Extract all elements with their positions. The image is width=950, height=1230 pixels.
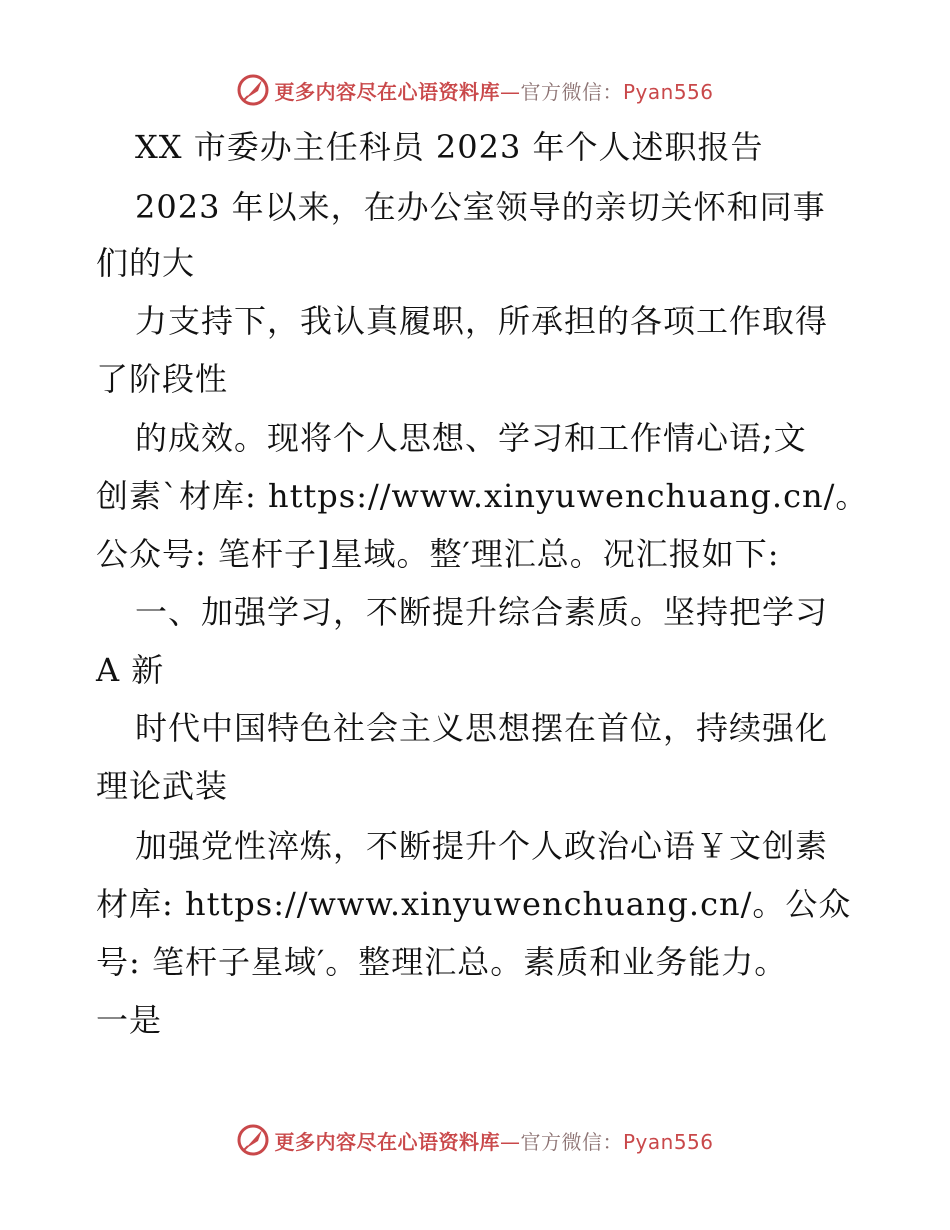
text-line: A 新 — [96, 651, 165, 689]
watermark-main: 更多内容尽在心语资料库 — [274, 1129, 500, 1154]
watermark-text — [274, 1126, 713, 1155]
watermark-dash: — — [499, 1129, 521, 1154]
text-line: 公众号: 笔杆子]星域。整′理汇总。况汇报如下: — [96, 535, 780, 573]
text-line: 了阶段性 — [96, 360, 229, 398]
text-line: 2023 年以来，在办公室领导的亲切关怀和同事 — [135, 188, 826, 226]
watermark-id: Pyan556 — [622, 79, 714, 104]
feather-pen-logo-icon — [236, 1123, 270, 1157]
watermark-main: 更多内容尽在心语资料库 — [274, 79, 500, 104]
watermark-label: 官方微信： — [520, 1129, 623, 1154]
watermark-dash: — — [499, 79, 521, 104]
text-line: 材库: https://www.xinyuwenchuang.cn/。公众 — [96, 885, 852, 923]
text-line: 力支持下，我认真履职，所承担的各项工作取得 — [135, 302, 829, 340]
text-line: 加强党性淬炼，不断提升个人政治心语￥文创素 — [135, 827, 829, 865]
text-line: 们的大 — [96, 244, 196, 282]
text-line: 号: 笔杆子星域′。整理汇总。素质和业务能力。 — [96, 943, 788, 981]
text-line: 的成效。现将个人思想、学习和工作情心语;文 — [135, 419, 807, 457]
text-line: 理论武装 — [96, 767, 229, 805]
text-line: 一是 — [96, 1001, 163, 1039]
footer-watermark — [0, 1120, 950, 1160]
text-line: 时代中国特色社会主义思想摆在首位，持续强化 — [135, 709, 829, 747]
watermark-label: 官方微信： — [520, 79, 623, 104]
document-title: XX 市委办主任科员 2023 年个人述职报告 — [135, 128, 764, 166]
watermark-id: Pyan556 — [622, 1129, 714, 1154]
text-line: 一、加强学习，不断提升综合素质。坚持把学习 — [135, 593, 829, 631]
text-line: 创素`材库: https://www.xinyuwenchuang.cn/。 — [96, 477, 869, 515]
